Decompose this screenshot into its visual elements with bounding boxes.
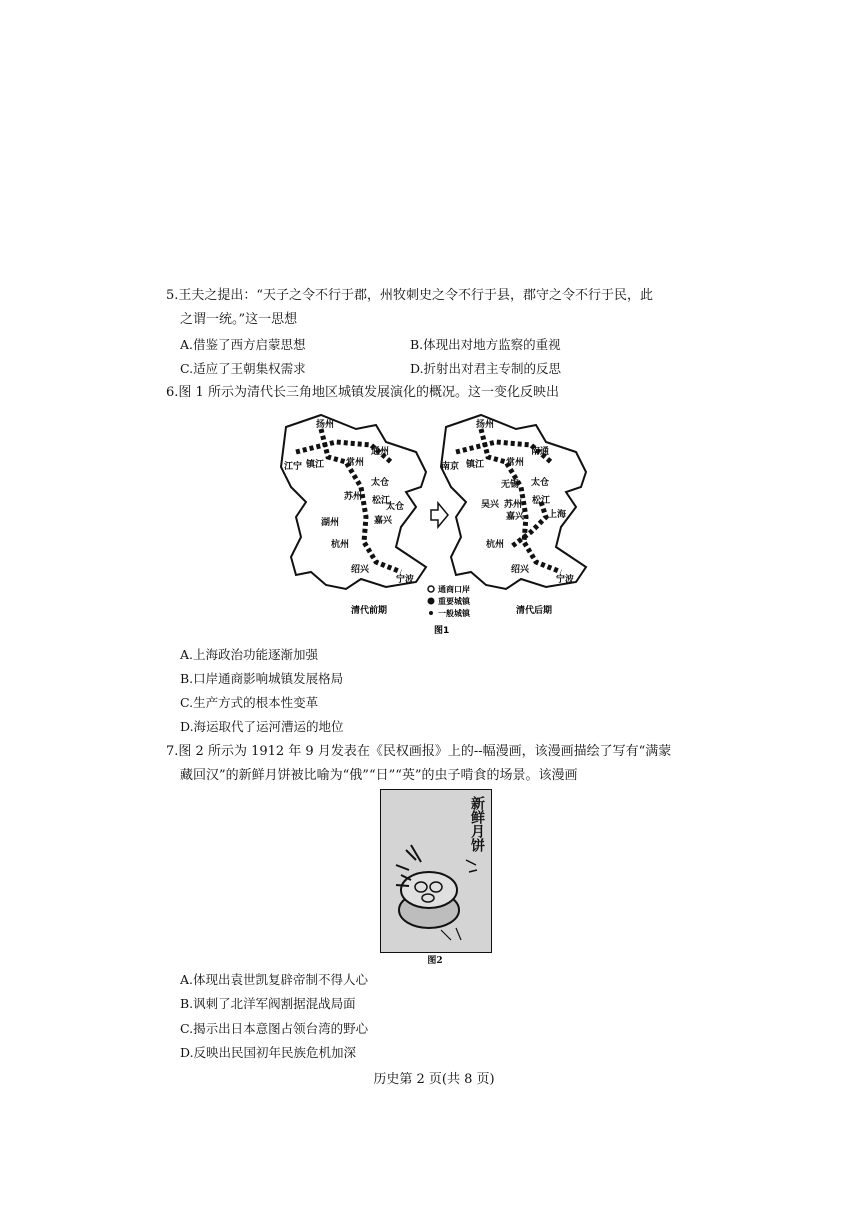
q7-option-a: A.体现出袁世凯复辟帝制不得人心 [180, 972, 369, 987]
right-place-7: 吴兴 [481, 500, 500, 510]
q5-option-a: A.借鉴了西方启蒙思想 [180, 337, 306, 352]
right-place-1: 南通 [531, 447, 550, 457]
q7-option-b: B.讽刺了北洋军阀割据混战局面 [180, 996, 356, 1011]
legend-major-town-marker [428, 598, 435, 605]
right-place-11: 嘉兴 [506, 512, 525, 522]
right-place-13: 绍兴 [511, 565, 530, 575]
left-place-10: 嘉兴 [374, 516, 393, 526]
figure-1-map [276, 407, 606, 639]
q7-option-d: D.反映出民国初年民族危机加深 [180, 1045, 357, 1060]
right-place-8: 苏州 [504, 500, 523, 510]
figure-2-cartoon [380, 789, 492, 953]
transition-arrow [431, 503, 448, 527]
left-place-3: 镇江 [306, 460, 325, 470]
q6-option-c: C.生产方式的根本性变革 [180, 695, 319, 710]
left-place-8: 太仓 [386, 502, 405, 512]
right-map-label: 清代后期 [516, 606, 553, 616]
left-place-5: 太仓 [371, 478, 390, 488]
right-place-3: 镇江 [466, 460, 485, 470]
right-place-4: 常州 [506, 458, 525, 468]
q6-option-d: D.海运取代了运河漕运的地位 [180, 719, 344, 734]
right-place-14: 宁波 [556, 575, 575, 585]
page-footer: 历史第 2 页(共 8 页) [373, 1072, 495, 1087]
q7-stem-line1: 7.图 2 所示为 1912 年 9 月发表在《民权画报》上的--幅漫画，该漫画描绘了写有“满蒙 [166, 744, 672, 759]
left-place-0: 扬州 [316, 420, 335, 430]
legend-port-marker [428, 586, 434, 592]
right-place-10: 上海 [548, 510, 567, 520]
legend-town-label: 一般城镇 [438, 609, 470, 618]
left-place-4: 常州 [346, 458, 365, 468]
left-place-6: 苏州 [344, 492, 363, 502]
figure-2-caption: 图2 [427, 956, 443, 966]
q7-stem-line2: 藏回汉”的新鲜月饼被比喻为“俄”“日”“英”的虫子啃食的场景。该漫画 [180, 768, 578, 783]
figure-1-caption: 图1 [434, 626, 450, 636]
legend-town-marker [429, 611, 433, 615]
q5-stem-line2: 之谓一统。”这一思想 [180, 312, 298, 327]
q5-option-b: B.体现出对地方监察的重视 [410, 337, 561, 352]
left-place-12: 绍兴 [351, 565, 370, 575]
q5-option-c: C.适应了王朝集权需求 [180, 361, 306, 376]
figure-1-svg [276, 407, 606, 639]
left-place-9: 湖州 [321, 518, 340, 528]
right-place-0: 扬州 [476, 420, 495, 430]
q6-option-b: B.口岸通商影响城镇发展格局 [180, 671, 344, 686]
cartoon-title-text: 新鲜月饼 [469, 796, 485, 852]
q5-option-d: D.折射出对君主专制的反思 [410, 361, 562, 376]
legend-port-label: 通商口岸 [438, 585, 470, 594]
left-place-13: 宁波 [396, 575, 415, 585]
right-place-5: 无锡 [501, 480, 520, 490]
q5-stem-line1: 5.王夫之提出：“天子之令不行于郡，州牧刺史之令不行于县，郡守之令不行于民，此 [166, 288, 654, 303]
left-place-2: 江宁 [284, 462, 303, 472]
legend-major-town-label: 重要城镇 [438, 597, 470, 606]
left-place-1: 通州 [371, 447, 390, 457]
left-place-11: 杭州 [331, 540, 350, 550]
right-place-9: 松江 [532, 496, 551, 506]
left-map-label: 清代前期 [351, 606, 388, 616]
q6-stem: 6.图 1 所示为清代长三角地区城镇发展演化的概况。这一变化反映出 [166, 385, 559, 400]
right-place-2: 南京 [441, 462, 460, 472]
right-place-6: 太仓 [531, 478, 550, 488]
q7-option-c: C.揭示出日本意图占领台湾的野心 [180, 1021, 369, 1036]
q6-option-a: A.上海政治功能逐渐加强 [180, 647, 319, 662]
right-place-12: 杭州 [486, 540, 505, 550]
left-place-7: 松江 [372, 496, 391, 506]
